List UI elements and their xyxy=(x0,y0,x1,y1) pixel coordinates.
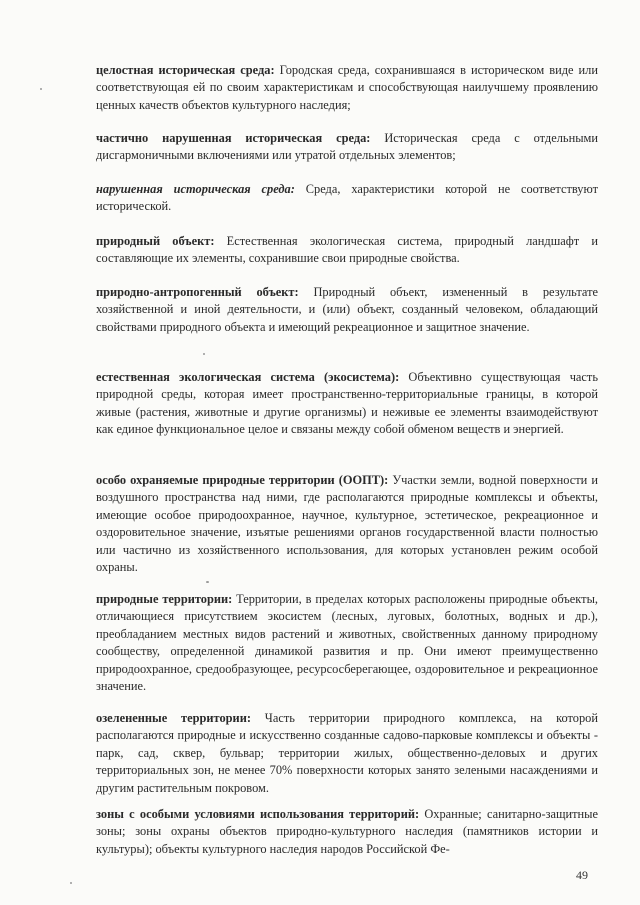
entry-term: частично нарушенная историческая среда: xyxy=(96,131,371,145)
entry-term: особо охраняемые природные территории (ООПТ): xyxy=(96,473,389,487)
entry-definition: Историческая среда с отдельными дисгармоничными включениями или утратой отдельных элементов; xyxy=(96,131,598,163)
glossary-entry xyxy=(96,806,598,858)
entry-term: нарушенная историческая среда: xyxy=(96,182,295,196)
glossary-entry xyxy=(96,62,598,114)
entry-term: природный объект: xyxy=(96,234,215,248)
glossary-entry xyxy=(96,591,598,695)
scan-speck xyxy=(70,882,72,884)
glossary-entry xyxy=(96,710,598,797)
entry-definition: Природный объект, измененный в результате хозяйственной и иной деятельности, и (или) объект, созданный человеком, обладающий свойствами природного объекта и имеющий рекреационное и защитное значение. xyxy=(96,285,598,334)
glossary-entry xyxy=(96,130,598,165)
scan-speck xyxy=(40,88,42,90)
entry-definition: Территории, в пределах которых расположены природные объекты, отличающиеся присутствием экосистем (лесных, луговых, болотных, водных и др.), преобладанием местных видов растений и животных, свойственных данному природному сообществу, определенной динамикой развития и пр. Они имеют преимущественно природоохранное, средообразующее, ресурсосберегающее, оздоровительное и рекреационное значение. xyxy=(96,592,599,694)
entry-definition: Городская среда, сохранившаяся в историческом виде или соответствующая ей по своим характеристикам и способствующая наилучшему проявлению ценных качеств объектов культурного наследия; xyxy=(96,63,598,112)
entry-term: озелененные территории: xyxy=(96,711,251,725)
entry-definition: Объективно существующая часть природной среды, которая имеет пространственно-территориальные границы, в которой живые (растения, животные и другие организмы) и неживые ее элементы взаимодействуют как единое функциональное целое и связаны между собой обменом веществ и энергией. xyxy=(96,370,598,437)
entry-definition: Часть территории природного комплекса, на которой располагаются природные и искусственно созданные садово-парковые комплексы и объекты - парк, сад, сквер, бульвар; территории жилых, общественно-деловых и других территориальных зон, не менее 70% поверхности которых занято зелеными насаждениями и другим растительным покровом. xyxy=(96,711,598,795)
entry-term: природно-антропогенный объект: xyxy=(96,285,299,299)
entry-term: природные территории: xyxy=(96,592,233,606)
entry-definition: Охранные; санитарно-защитные зоны; зоны охраны объектов природно-культурного наследия (памятников истории и культуры); объекты культурного наследия народов Российской Фе- xyxy=(96,807,599,856)
entry-definition: Среда, характеристики которой не соответствуют исторической. xyxy=(96,182,598,214)
glossary-entry xyxy=(96,181,598,216)
glossary-entry xyxy=(96,233,598,268)
glossary-entry xyxy=(96,284,598,336)
entry-term: естественная экологическая система (экосистема): xyxy=(96,370,400,384)
glossary-entry xyxy=(96,472,598,576)
scan-speck xyxy=(206,581,209,583)
entry-definition: Участки земли, водной поверхности и воздушного пространства над ними, где располагаются природные комплексы и объекты, имеющие особое природоохранное, научное, культурное, эстетическое, рекреационное и оздоровительное значение, изъятые решениями органов государственной власти полностью или частично из хозяйственного использования, для которых установлен режим особой охраны. xyxy=(96,473,598,575)
scan-speck xyxy=(203,353,205,355)
glossary-entry xyxy=(96,369,598,439)
page-number: 49 xyxy=(576,868,588,882)
entry-term: целостная историческая среда: xyxy=(96,63,275,77)
entry-term: зоны с особыми условиями использования территорий: xyxy=(96,807,420,821)
entry-definition: Естественная экологическая система, природный ландшафт и составляющие их элементы, сохранившие свои природные свойства. xyxy=(96,234,599,266)
